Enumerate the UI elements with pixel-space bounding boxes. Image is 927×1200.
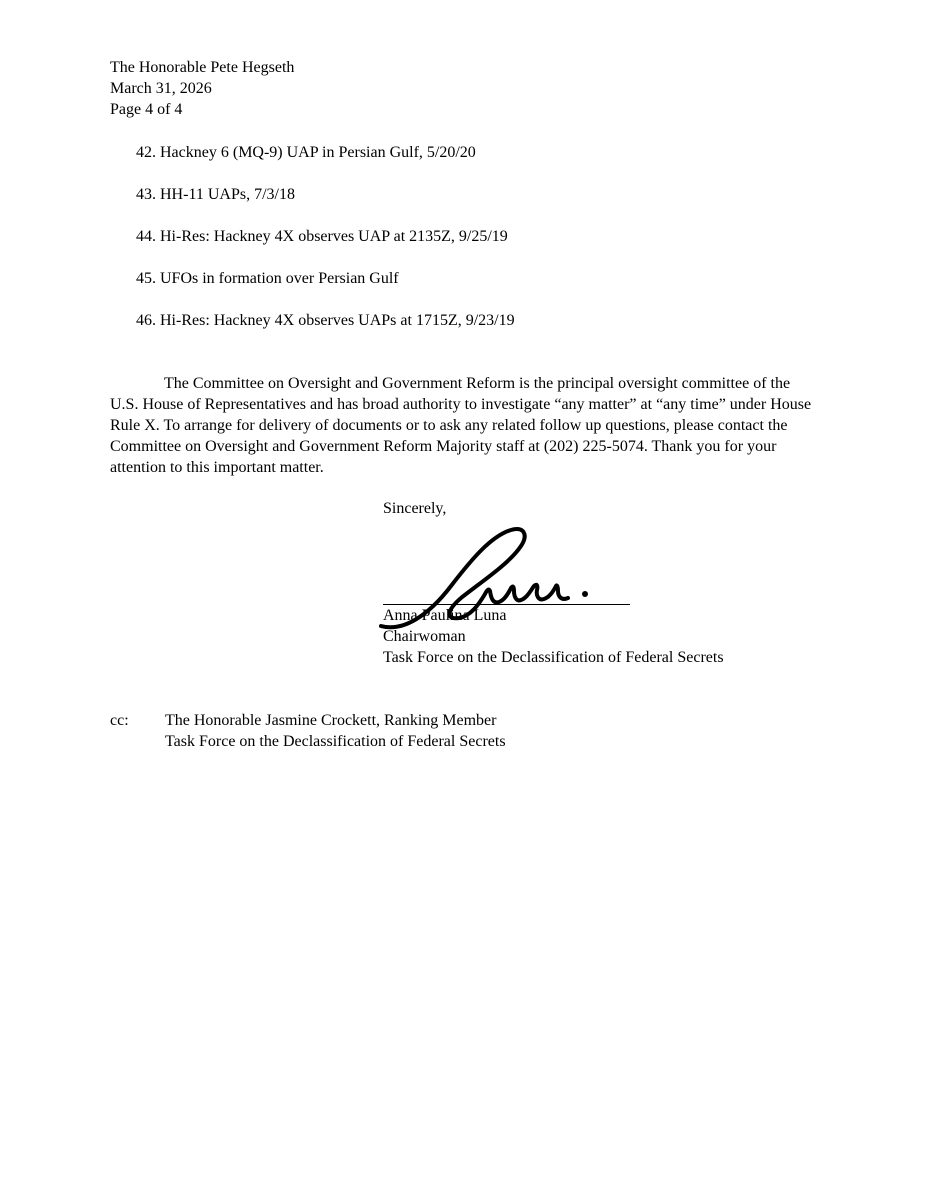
signer-block — [383, 605, 817, 668]
list-item: 46. Hi-Res: Hackney 4X observes UAPs at 1715Z, 9/23/19 — [136, 312, 515, 329]
salutation: Sincerely, — [383, 500, 447, 517]
cc-recipient-org: Task Force on the Declassification of Federal Secrets — [165, 733, 506, 750]
cc-label: cc: — [110, 712, 129, 729]
body-paragraph: The Committee on Oversight and Government Reform is the principal oversight committee of the U.S. House of Representatives and has broad authority to investigate “any matter” at “any time” under House Rule X. To arrange for delivery of documents or to ask any related follow up questions, please contact the Committee on Oversight and Government Reform Majority staff at (202) 225-5074. Thank you for your attention to this important matter. — [110, 375, 812, 476]
recipient-name: The Honorable Pete Hegseth — [110, 59, 295, 76]
signer-organization: Task Force on the Declassification of Federal Secrets — [383, 649, 724, 666]
signer-title: Chairwoman — [383, 628, 466, 645]
signature-area — [383, 519, 630, 605]
cc-block — [110, 710, 817, 752]
closing-block — [383, 498, 817, 668]
letter-date: March 31, 2026 — [110, 80, 212, 97]
signature-line — [383, 604, 630, 605]
letter-header — [110, 57, 817, 120]
letter-content — [110, 57, 817, 752]
list-item: 44. Hi-Res: Hackney 4X observes UAP at 2135Z, 9/25/19 — [136, 228, 508, 245]
list-item: 42. Hackney 6 (MQ-9) UAP in Persian Gulf, 5/20/20 — [136, 144, 476, 161]
cc-recipient-name: The Honorable Jasmine Crockett, Ranking Member — [165, 712, 497, 729]
signer-name: Anna Paulina Luna — [383, 607, 507, 624]
cc-recipients — [165, 710, 506, 752]
numbered-item-list — [136, 142, 817, 331]
list-item: 43. HH-11 UAPs, 7/3/18 — [136, 186, 295, 203]
page-number-label: Page 4 of 4 — [110, 101, 183, 118]
list-item: 45. UFOs in formation over Persian Gulf — [136, 270, 399, 287]
